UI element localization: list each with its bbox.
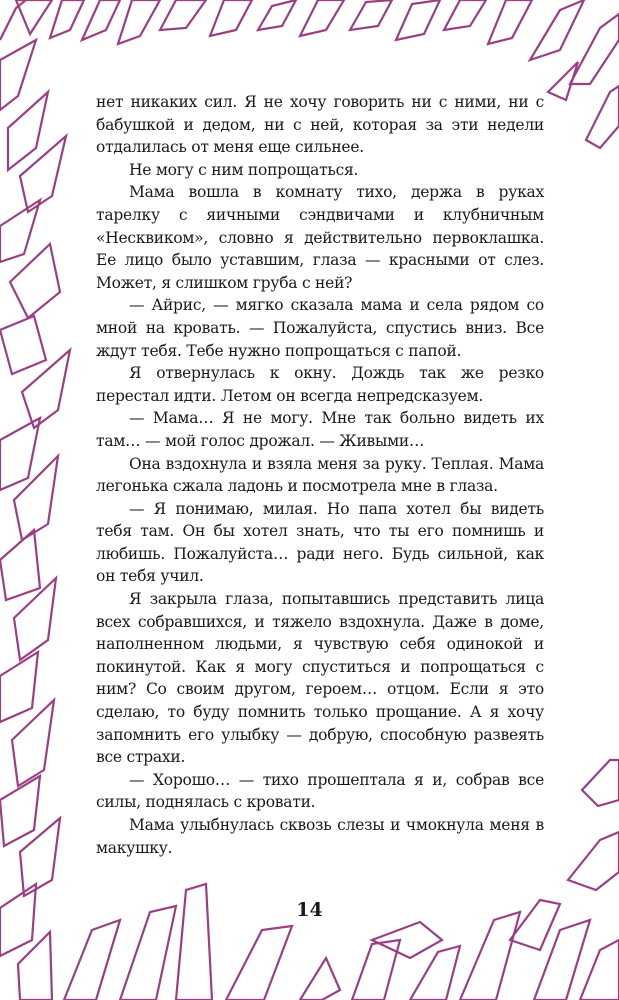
paragraph: — Мама… Я не могу. Мне так больно видеть их там… — мой голос дрожал. — Живыми…: [96, 409, 544, 450]
paragraph: Она вздохнула и взяла меня за руку. Теплая. Мама легонька сжала ладонь и посмотрела мне в глаза.: [96, 454, 544, 496]
paragraph: Не могу с ним попрощаться.: [129, 160, 359, 179]
page-number: 14: [296, 899, 323, 921]
paragraph: — Я понимаю, милая. Но папа хотел бы видеть тебя там. Он бы хотел знать, что ты его помнишь и любишь. Пожалуйста… ради него. Будь сильной, как он тебя учил.: [96, 499, 544, 586]
paragraph: нет никаких сил. Я не хочу говорить ни с ними, ни с бабушкой и дедом, ни с ней, которая за эти недели отдалилась от меня еще сильнее.: [96, 93, 544, 157]
paragraph: Я закрыла глаза, попытавшись представить лица всех собравшихся, и тяжело вздохнула. Даже в доме, наполненном людьми, я чувствую себя одинокой и покинутой. Как я могу спуститься и попрощаться с ним? Со своим другом, героем… отцом. Если я это сделаю, то буду помнить только прощание. А я хочу запомнить его улыбку — добрую, способную развеять все страхи.: [96, 590, 544, 767]
paragraph: Я отвернулась к окну. Дождь так же резко перестал идти. Летом он всегда непредсказуем.: [96, 364, 544, 405]
paragraph: Мама улыбнулась сквозь слезы и чмокнула меня в макушку.: [96, 816, 544, 857]
paragraph: — Айрис, — мягко сказала мама и села рядом со мной на кровать. — Пожалуйста, спустись вниз. Все ждут тебя. Тебе нужно попрощаться с папой.: [96, 296, 544, 360]
paragraph: — Хорошо… — тихо прошептала я и, собрав все силы, поднялась с кровати.: [96, 770, 544, 812]
page-text: [96, 91, 544, 859]
paragraph: Мама вошла в комнату тихо, держа в руках тарелку с яичными сэндвичами и клубничным «Несквиком», словно я действительно первоклашка. Ее лицо было уставшим, глаза — красными от слез. Может, я слишком груба с ней?: [96, 183, 544, 292]
